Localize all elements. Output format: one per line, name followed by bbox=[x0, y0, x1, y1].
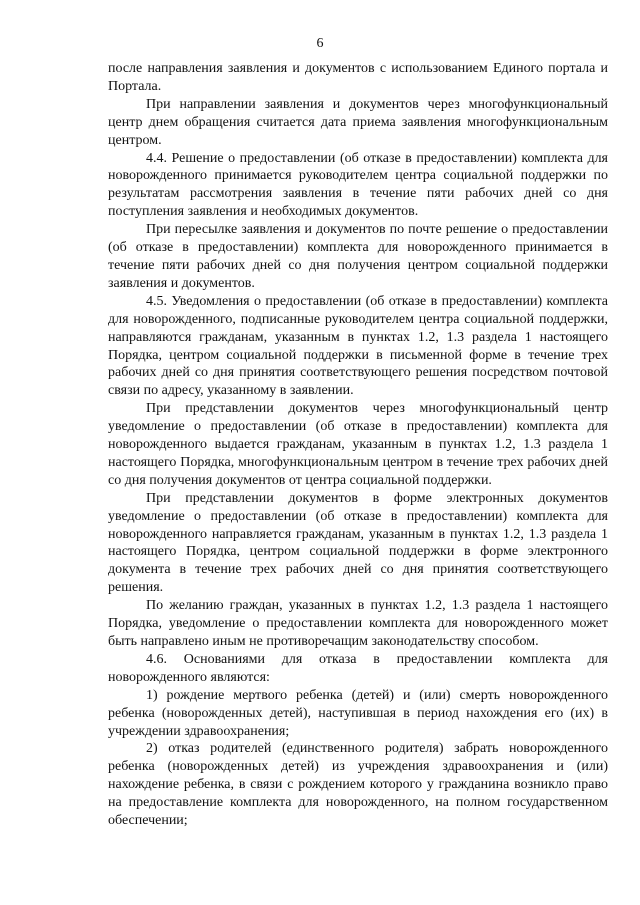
paragraph-4-4: 4.4. Решение о предоставлении (об отказе в предоставлении) комплекта для новорожденного принимается руководителем центра социальной поддержки по результатам рассмотрения заявления в течение пяти рабочих дней со дня поступления заявления и необходимых документов. bbox=[108, 150, 608, 220]
paragraph-4-6: 4.6. Основаниями для отказа в предоставлении комплекта для новорожденного являются: bbox=[108, 651, 608, 685]
document-body bbox=[108, 60, 608, 830]
paragraph-4-5: 4.5. Уведомления о предоставлении (об отказе в предоставлении) комплекта для новорожденного, подписанные руководителем центра социальной поддержки, направляются гражданам, указанным в пунктах 1.2, 1.3 раздела 1 настоящего Порядка, центром социальной поддержки в письменной форме в течение трех рабочих дней со дня принятия соответствующего решения посредством почтовой связи по адресу, указанному в заявлении. bbox=[108, 293, 608, 399]
page-number: 6 bbox=[316, 36, 324, 51]
paragraph-mfc-application-date: При направлении заявления и документов через многофункциональный центр днем обращения считается дата приема заявления многофункциональным центром. bbox=[108, 96, 608, 148]
list-item-1: 1) рождение мертвого ребенка (детей) и (или) смерть новорожденного ребенка (новорожденных детей), наступившая в период нахождения его (их) в учреждении здравоохранения; bbox=[108, 687, 608, 739]
paragraph-mail-decision: При пересылке заявления и документов по почте решение о предоставлении (об отказе в предоставлении) комплекта для новорожденного принимается в течение пяти рабочих дней со дня получения центром социальной поддержки заявления и документов. bbox=[108, 222, 608, 291]
list-item-2: 2) отказ родителей (единственного родителя) забрать новорожденного ребенка (новорожденных детей) из учреждения здравоохранения и (или) нахождение ребенка, в связи с рождением которого у гражданина возникло право на предоставление комплекта для новорожденного, на полном государственном обеспечении; bbox=[108, 741, 608, 829]
paragraph-mfc-notification: При представлении документов через многофункциональный центр уведомление о предоставлении (об отказе в предоставлении) комплекта для новорожденного выдается гражданам, указанным в пунктах 1.2, 1.3 раздела 1 настоящего Порядка, многофункциональным центром в течение трех рабочих дней со дня получения документов от центра социальной поддержки. bbox=[108, 401, 608, 488]
paragraph-electronic-notification: При представлении документов в форме электронных документов уведомление о предоставлении (об отказе в предоставлении) комплекта для новорожденного направляется гражданам, указанным в пунктах 1.2, 1.3 раздела 1 настоящего Порядка, центром социальной поддержки в форме электронного документа в течение трех рабочих дней со дня принятия соответствующего решения. bbox=[108, 490, 608, 596]
paragraph-other-method: По желанию граждан, указанных в пунктах 1.2, 1.3 раздела 1 настоящего Порядка, уведомление о предоставлении комплекта для новорожденного может быть направлено иным не противоречащим законодательству способом. bbox=[108, 598, 608, 649]
paragraph-continuation: после направления заявления и документов с использованием Единого портала и Портала. bbox=[108, 61, 608, 94]
